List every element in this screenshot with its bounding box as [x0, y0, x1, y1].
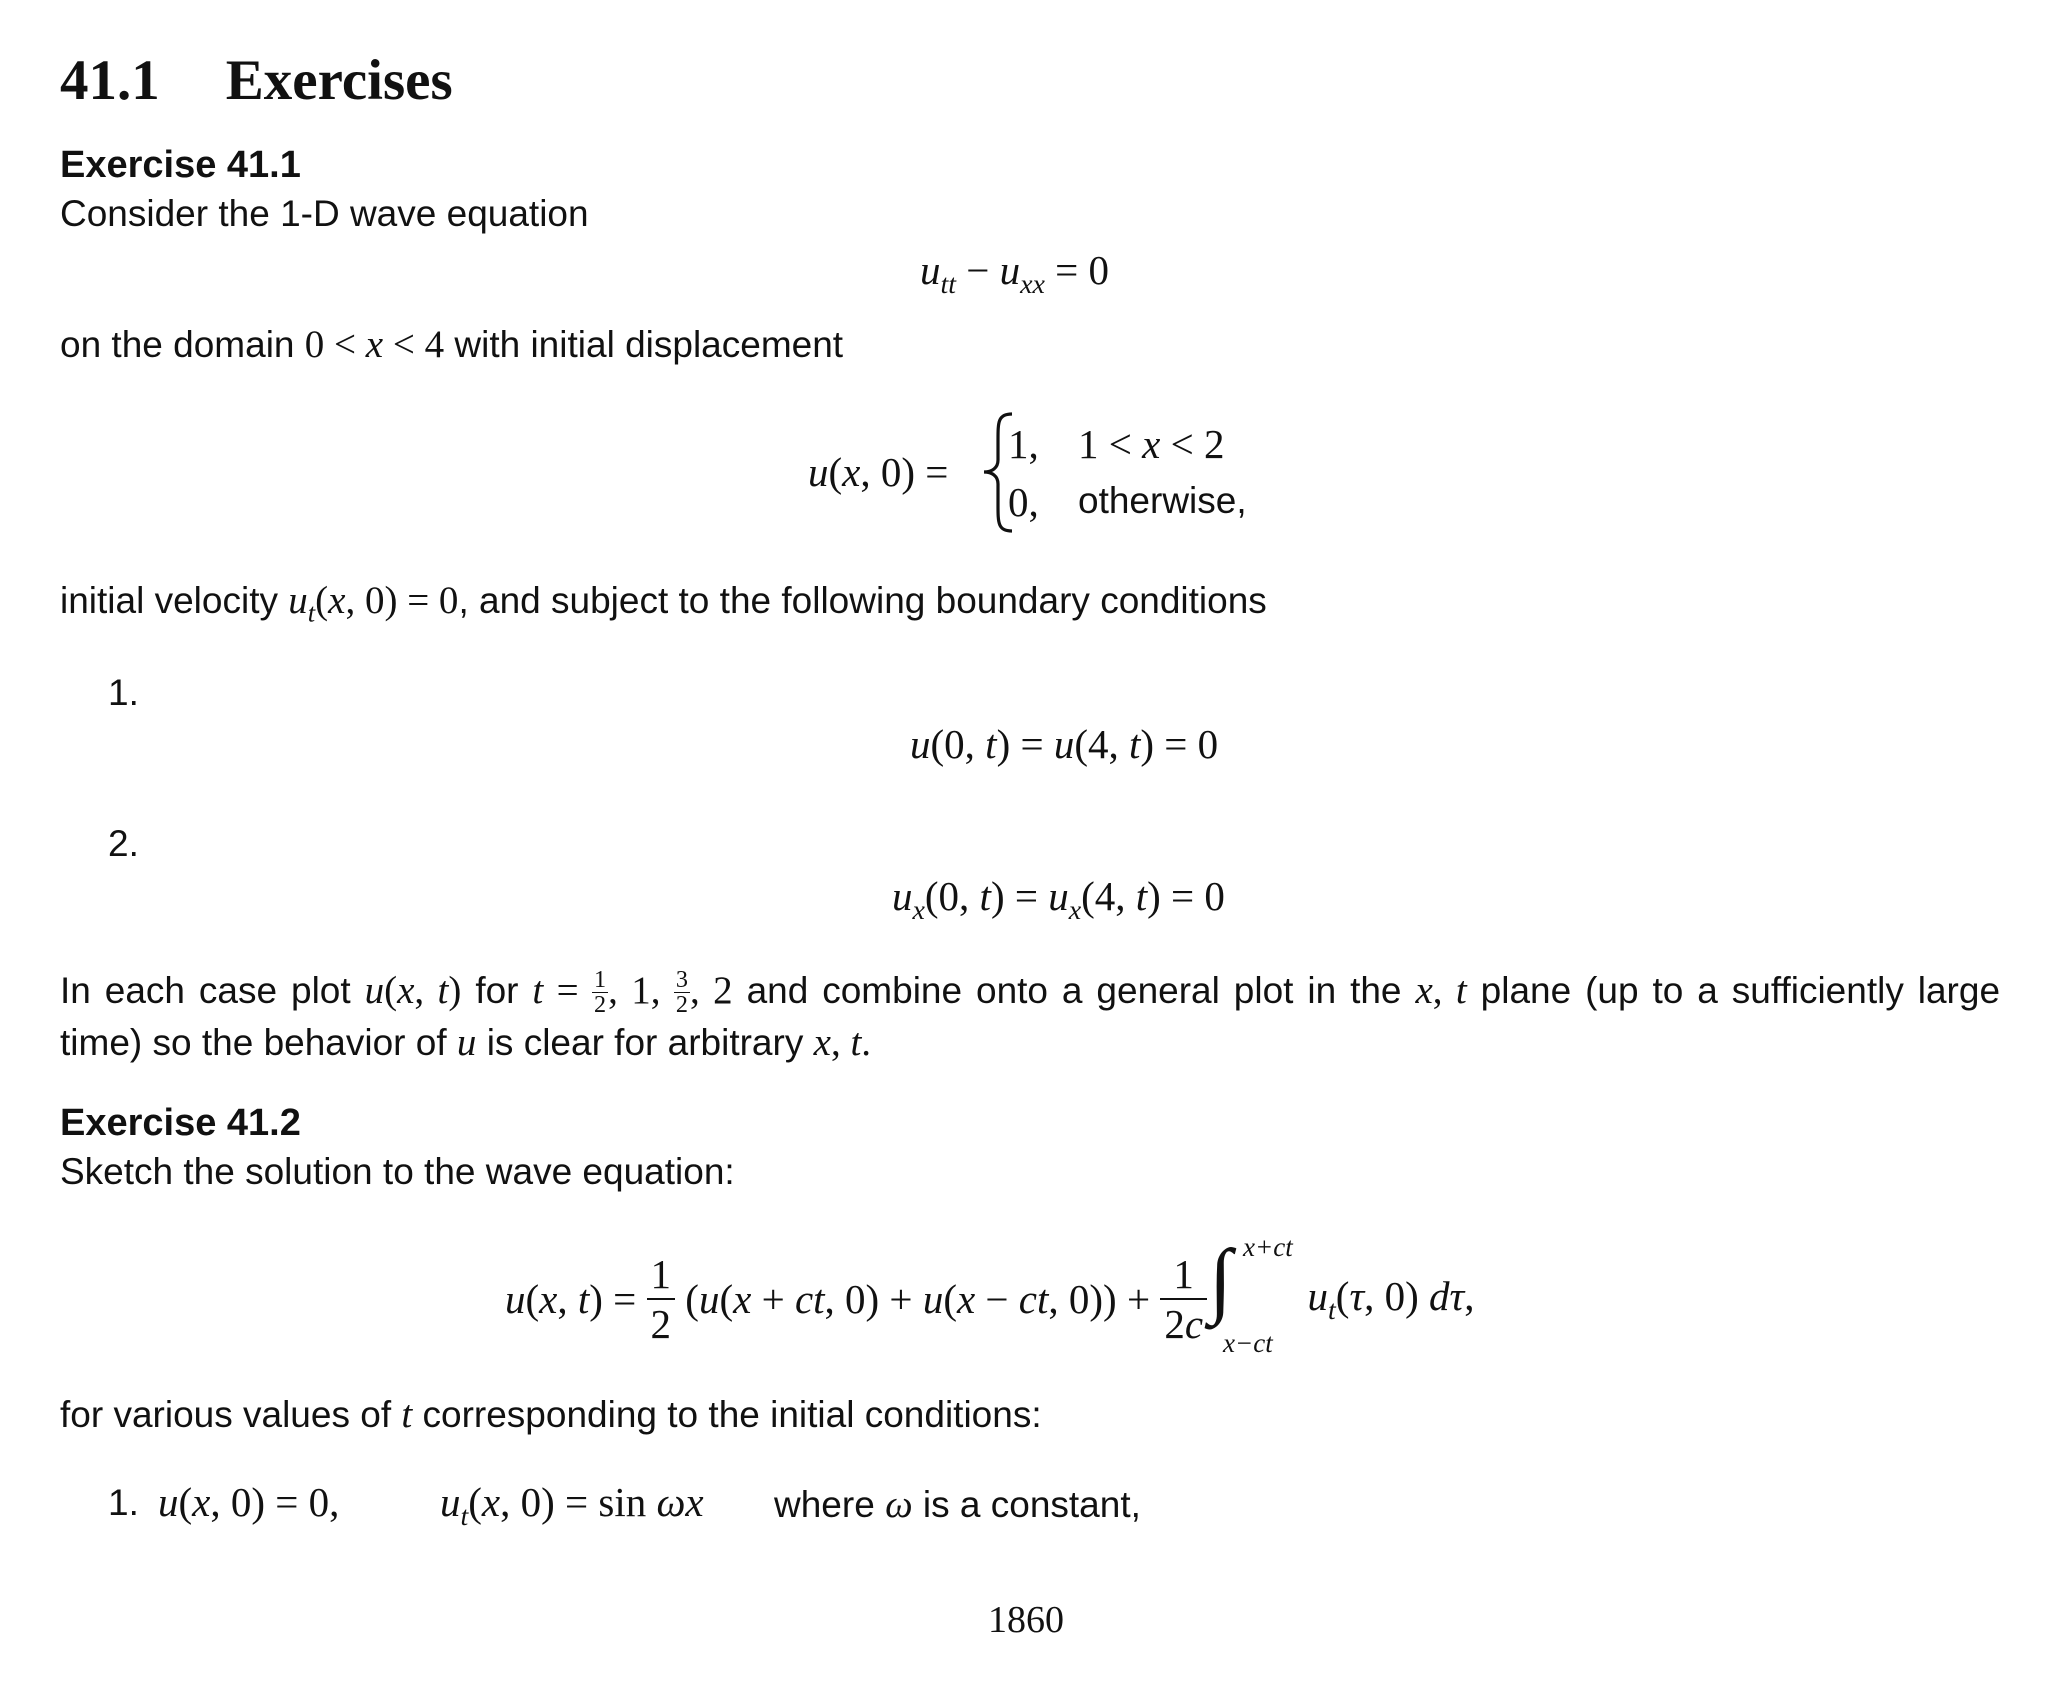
bc1-equation: u(0, t) = u(4, t) = 0: [910, 721, 1219, 767]
plot-text-4: plane (up to a sufficiently large: [1480, 970, 2001, 1011]
domain-text-pre: on the domain: [60, 324, 305, 365]
ic1-displacement: u(x, 0) = 0,: [158, 1479, 340, 1525]
ic1-note: [774, 1482, 1141, 1527]
plot-text-6: is clear for arbitrary: [486, 1022, 804, 1063]
plot-text-5: time) so the behavior of: [60, 1022, 447, 1063]
velocity-text-post: , and subject to the following boundary conditions: [458, 580, 1267, 621]
plot-text-1: In each case plot: [60, 970, 351, 1011]
plot-instructions-line2: time) so the behavior of u is clear for arbitrary x, t.: [60, 1021, 872, 1064]
case1-value: 1,: [1008, 421, 1039, 467]
ic1-label: 1.: [108, 1482, 139, 1523]
exercise-41-1-intro: Consider the 1-D wave equation: [60, 193, 589, 234]
bc2-label: 2.: [108, 823, 139, 864]
bc2-equation: $u_x(0$, $t) = u_x(4$, t) = 0: [892, 873, 1225, 926]
plot-text-2: for: [475, 970, 519, 1011]
ic1-note-post: is a constant,: [912, 1484, 1141, 1525]
case1-condition: 1 < x < 2: [1078, 421, 1225, 467]
ic1-velocity: $u_t(x$, 0) = sin ωx: [440, 1479, 704, 1532]
section-title: Exercises: [225, 49, 453, 112]
exercise-41-1-title: Exercise 41.1: [60, 144, 301, 186]
ic1-note-var: ω: [885, 1483, 913, 1526]
velocity-sentence: initial velocity $u_t(x$, 0) = 0, and subject to the following boundary conditions: [60, 579, 1267, 628]
plot-instructions-line1: In each case plot u(x, t) for t = $\frac{1}{2}$ , 1, $\frac{3}{2}$ , 2 and combine onto a general plot in the x, t plane (up to a sufficiently large: [60, 966, 2001, 1019]
bc1-label: 1.: [108, 672, 139, 713]
initial-displacement-lhs: u(x, 0) =: [808, 449, 949, 495]
section-number: 41.1: [60, 49, 160, 112]
case2-value: 0,: [1008, 479, 1039, 525]
case2-condition: otherwise,: [1078, 480, 1247, 521]
section-heading: [60, 48, 453, 113]
wave-equation: $u_{tt} - u_{xx} = 0$: [920, 247, 1109, 300]
dalembert-solution: u(x, t) = $\frac{1}{2}$ (u(x + ct, 0) + u(x − ct, 0)) + $\frac{1}{2c}$ ∫ x+ct x−ct $u_t(\tau$, 0) dτ,: [505, 1232, 1475, 1358]
various-var: t: [401, 1393, 413, 1436]
various-text-pre: for various values of: [60, 1394, 402, 1435]
velocity-text-pre: initial velocity: [60, 580, 289, 621]
domain-sentence: on the domain 0 < x < 4 with initial displacement: [60, 323, 844, 366]
ic1-note-pre: where: [774, 1484, 886, 1525]
plot-text-3: and combine onto a general plot in the: [746, 970, 1402, 1011]
page-number: 1860: [988, 1599, 1064, 1641]
various-values-sentence: [60, 1392, 1042, 1437]
exercise-41-2-intro: Sketch the solution to the wave equation:: [60, 1151, 735, 1192]
t-values: t = $\frac{1}{2}$ , 1, $\frac{3}{2}$ , 2: [532, 966, 733, 1019]
exercise-41-2-title: Exercise 41.2: [60, 1102, 301, 1144]
domain-text-post: with initial displacement: [444, 324, 844, 365]
various-text-post: corresponding to the initial conditions:: [412, 1394, 1042, 1435]
